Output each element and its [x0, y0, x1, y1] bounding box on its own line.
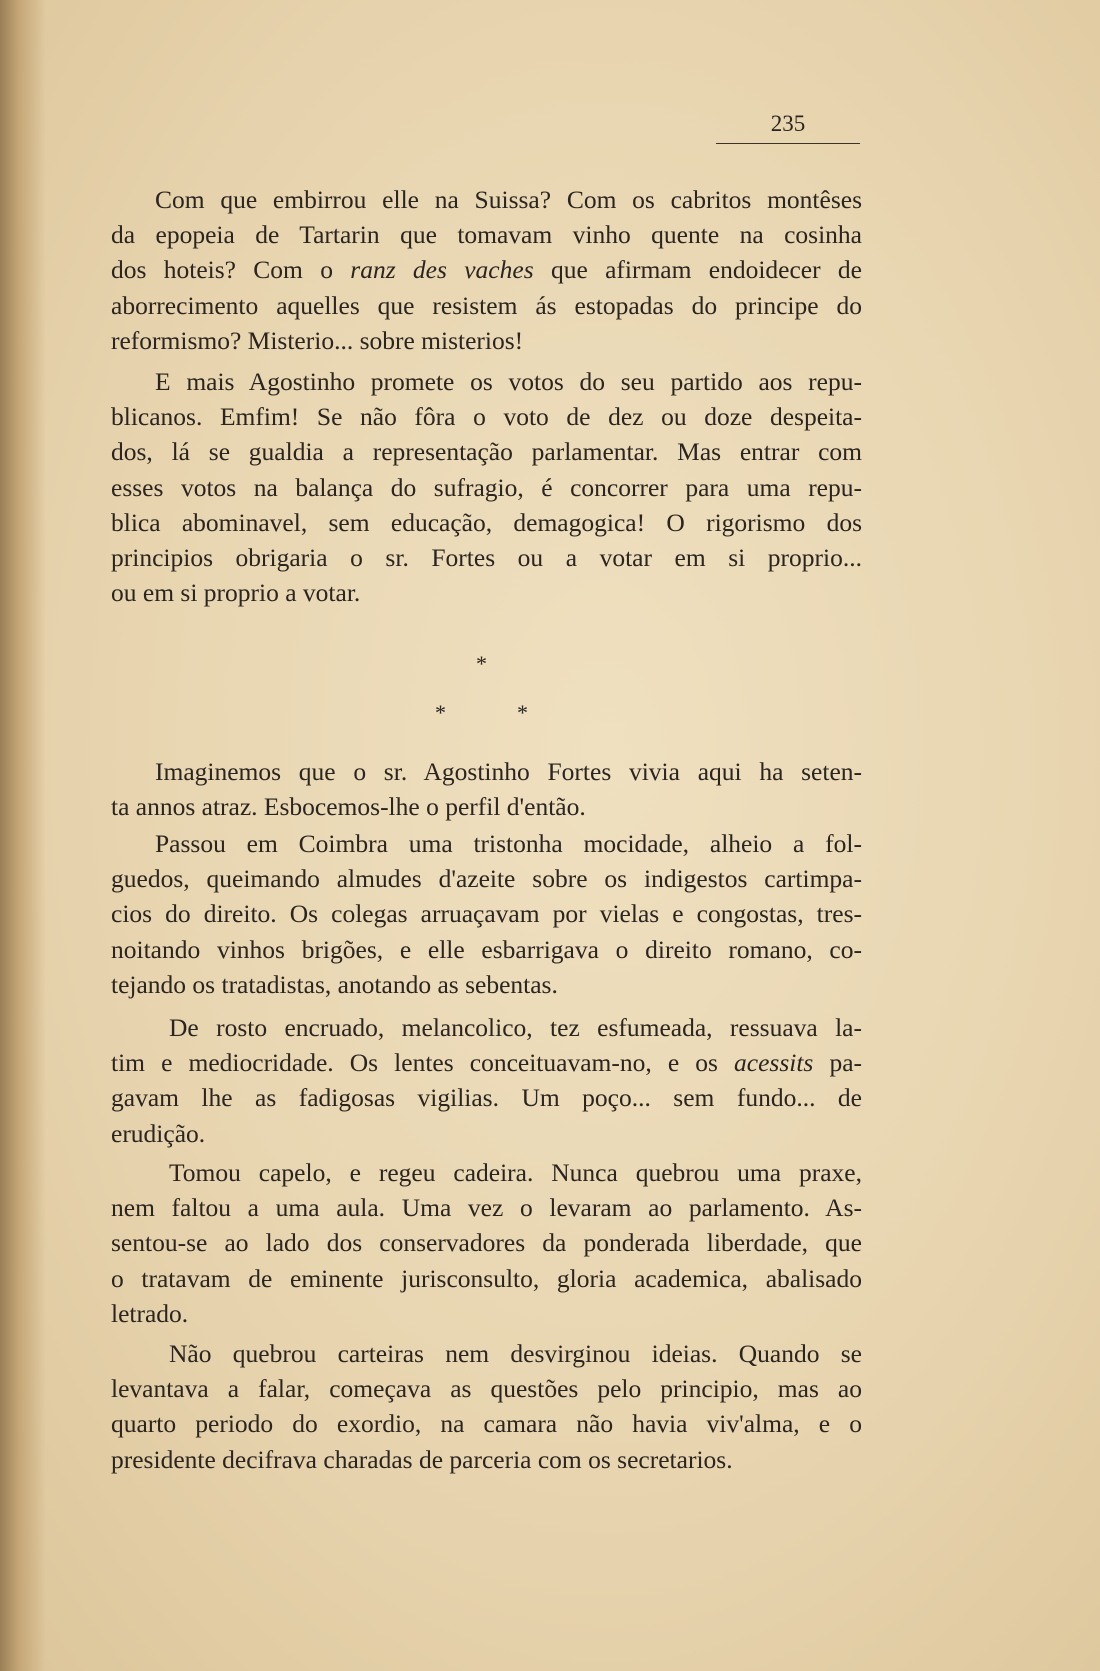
- text-line: presidente decifrava charadas de parceria com os secretarios.: [111, 1444, 733, 1474]
- text-line: Não quebrou carteiras nem desvirginou ideias. Quando se: [169, 1339, 862, 1368]
- binding-shadow: [0, 0, 46, 1671]
- text-line: da epopeia de Tartarin que tomavam vinho quente na cosinha: [111, 220, 862, 250]
- text-line: tim e mediocridade. Os lentes conceituavam-no, e os acessits pa-: [111, 1048, 862, 1078]
- text-line: blica abominavel, sem educação, demagogica! O rigorismo dos: [111, 507, 862, 537]
- text-line: gavam lhe as fadigosas vigilias. Um poço... sem fundo... de: [111, 1083, 862, 1113]
- text-line: Tomou capelo, e regeu cadeira. Nunca quebrou uma praxe,: [169, 1158, 862, 1187]
- italic-text: acessits: [734, 1048, 814, 1078]
- text-line: dos, lá se gualdia a representação parlamentar. Mas entrar com: [111, 437, 862, 467]
- text-line: Com que embirrou elle na Suissa? Com os cabritos montêses: [155, 185, 862, 214]
- text-line: ta annos atraz. Esbocemos-lhe o perfil d'então.: [111, 792, 586, 822]
- text-line: Passou em Coimbra uma tristonha mocidade, alheio a fol-: [155, 829, 862, 858]
- separator-asterisk-top: *: [476, 651, 487, 676]
- text-line: quarto periodo do exordio, na camara não havia viv'alma, e o: [111, 1409, 862, 1439]
- paragraph-2: [111, 364, 862, 610]
- paragraph-3: [111, 754, 862, 824]
- paragraph-6: [111, 1155, 862, 1331]
- text-line: aborrecimento aquelles que resistem ás estopadas do principe do: [111, 290, 862, 320]
- text-line: levantava a falar, começava as questões pelo principio, mas ao: [111, 1374, 862, 1404]
- text-line: noitando vinhos brigões, e elle esbarrigava o direito romano, co-: [111, 934, 862, 964]
- paragraph-5: [111, 1010, 862, 1151]
- text-line: ou em si proprio a votar.: [111, 578, 361, 608]
- text-line: cios do direito. Os colegas arruaçavam por vielas e congostas, tres-: [111, 899, 862, 929]
- header-rule: [716, 143, 860, 144]
- text-line: E mais Agostinho promete os votos do seu partido aos repu-: [155, 367, 862, 396]
- text-line: tejando os tratadistas, anotando as sebentas.: [111, 969, 558, 999]
- text-line: sentou-se ao lado dos conservadores da ponderada liberdade, que: [111, 1228, 862, 1258]
- text-line: Imaginemos que o sr. Agostinho Fortes vivia aqui ha seten-: [155, 757, 862, 786]
- text-line: erudição.: [111, 1118, 206, 1148]
- paragraph-1: [111, 182, 862, 358]
- text-line: dos hoteis? Com o ranz des vaches que afirmam endoidecer de: [111, 255, 863, 285]
- text-line: letrado.: [111, 1298, 189, 1328]
- paragraph-7: [111, 1336, 862, 1477]
- separator-asterisk-left: *: [435, 700, 446, 725]
- text-line: nem faltou a uma aula. Uma vez o levaram ao parlamento. As-: [111, 1193, 862, 1223]
- text-line: De rosto encruado, melancolico, tez esfumeada, ressuava la-: [169, 1013, 862, 1042]
- paragraph-4: [111, 826, 862, 1002]
- text-line: guedos, queimando almudes d'azeite sobre os indigestos cartimpa-: [111, 864, 862, 894]
- text-line: principios obrigaria o sr. Fortes ou a votar em si proprio...: [111, 542, 862, 572]
- text-line: o tratavam de eminente jurisconsulto, gloria academica, abalisado: [111, 1263, 862, 1293]
- text-line: reformismo? Misterio... sobre misterios!: [111, 325, 524, 355]
- page-number: 235: [770, 111, 806, 136]
- italic-text: ranz des vaches: [350, 255, 534, 285]
- text-line: blicanos. Emfim! Se não fôra o voto de dez ou doze despeita-: [111, 402, 862, 432]
- separator-asterisk-right: *: [517, 700, 528, 725]
- text-line: esses votos na balança do sufragio, é concorrer para uma repu-: [111, 472, 862, 502]
